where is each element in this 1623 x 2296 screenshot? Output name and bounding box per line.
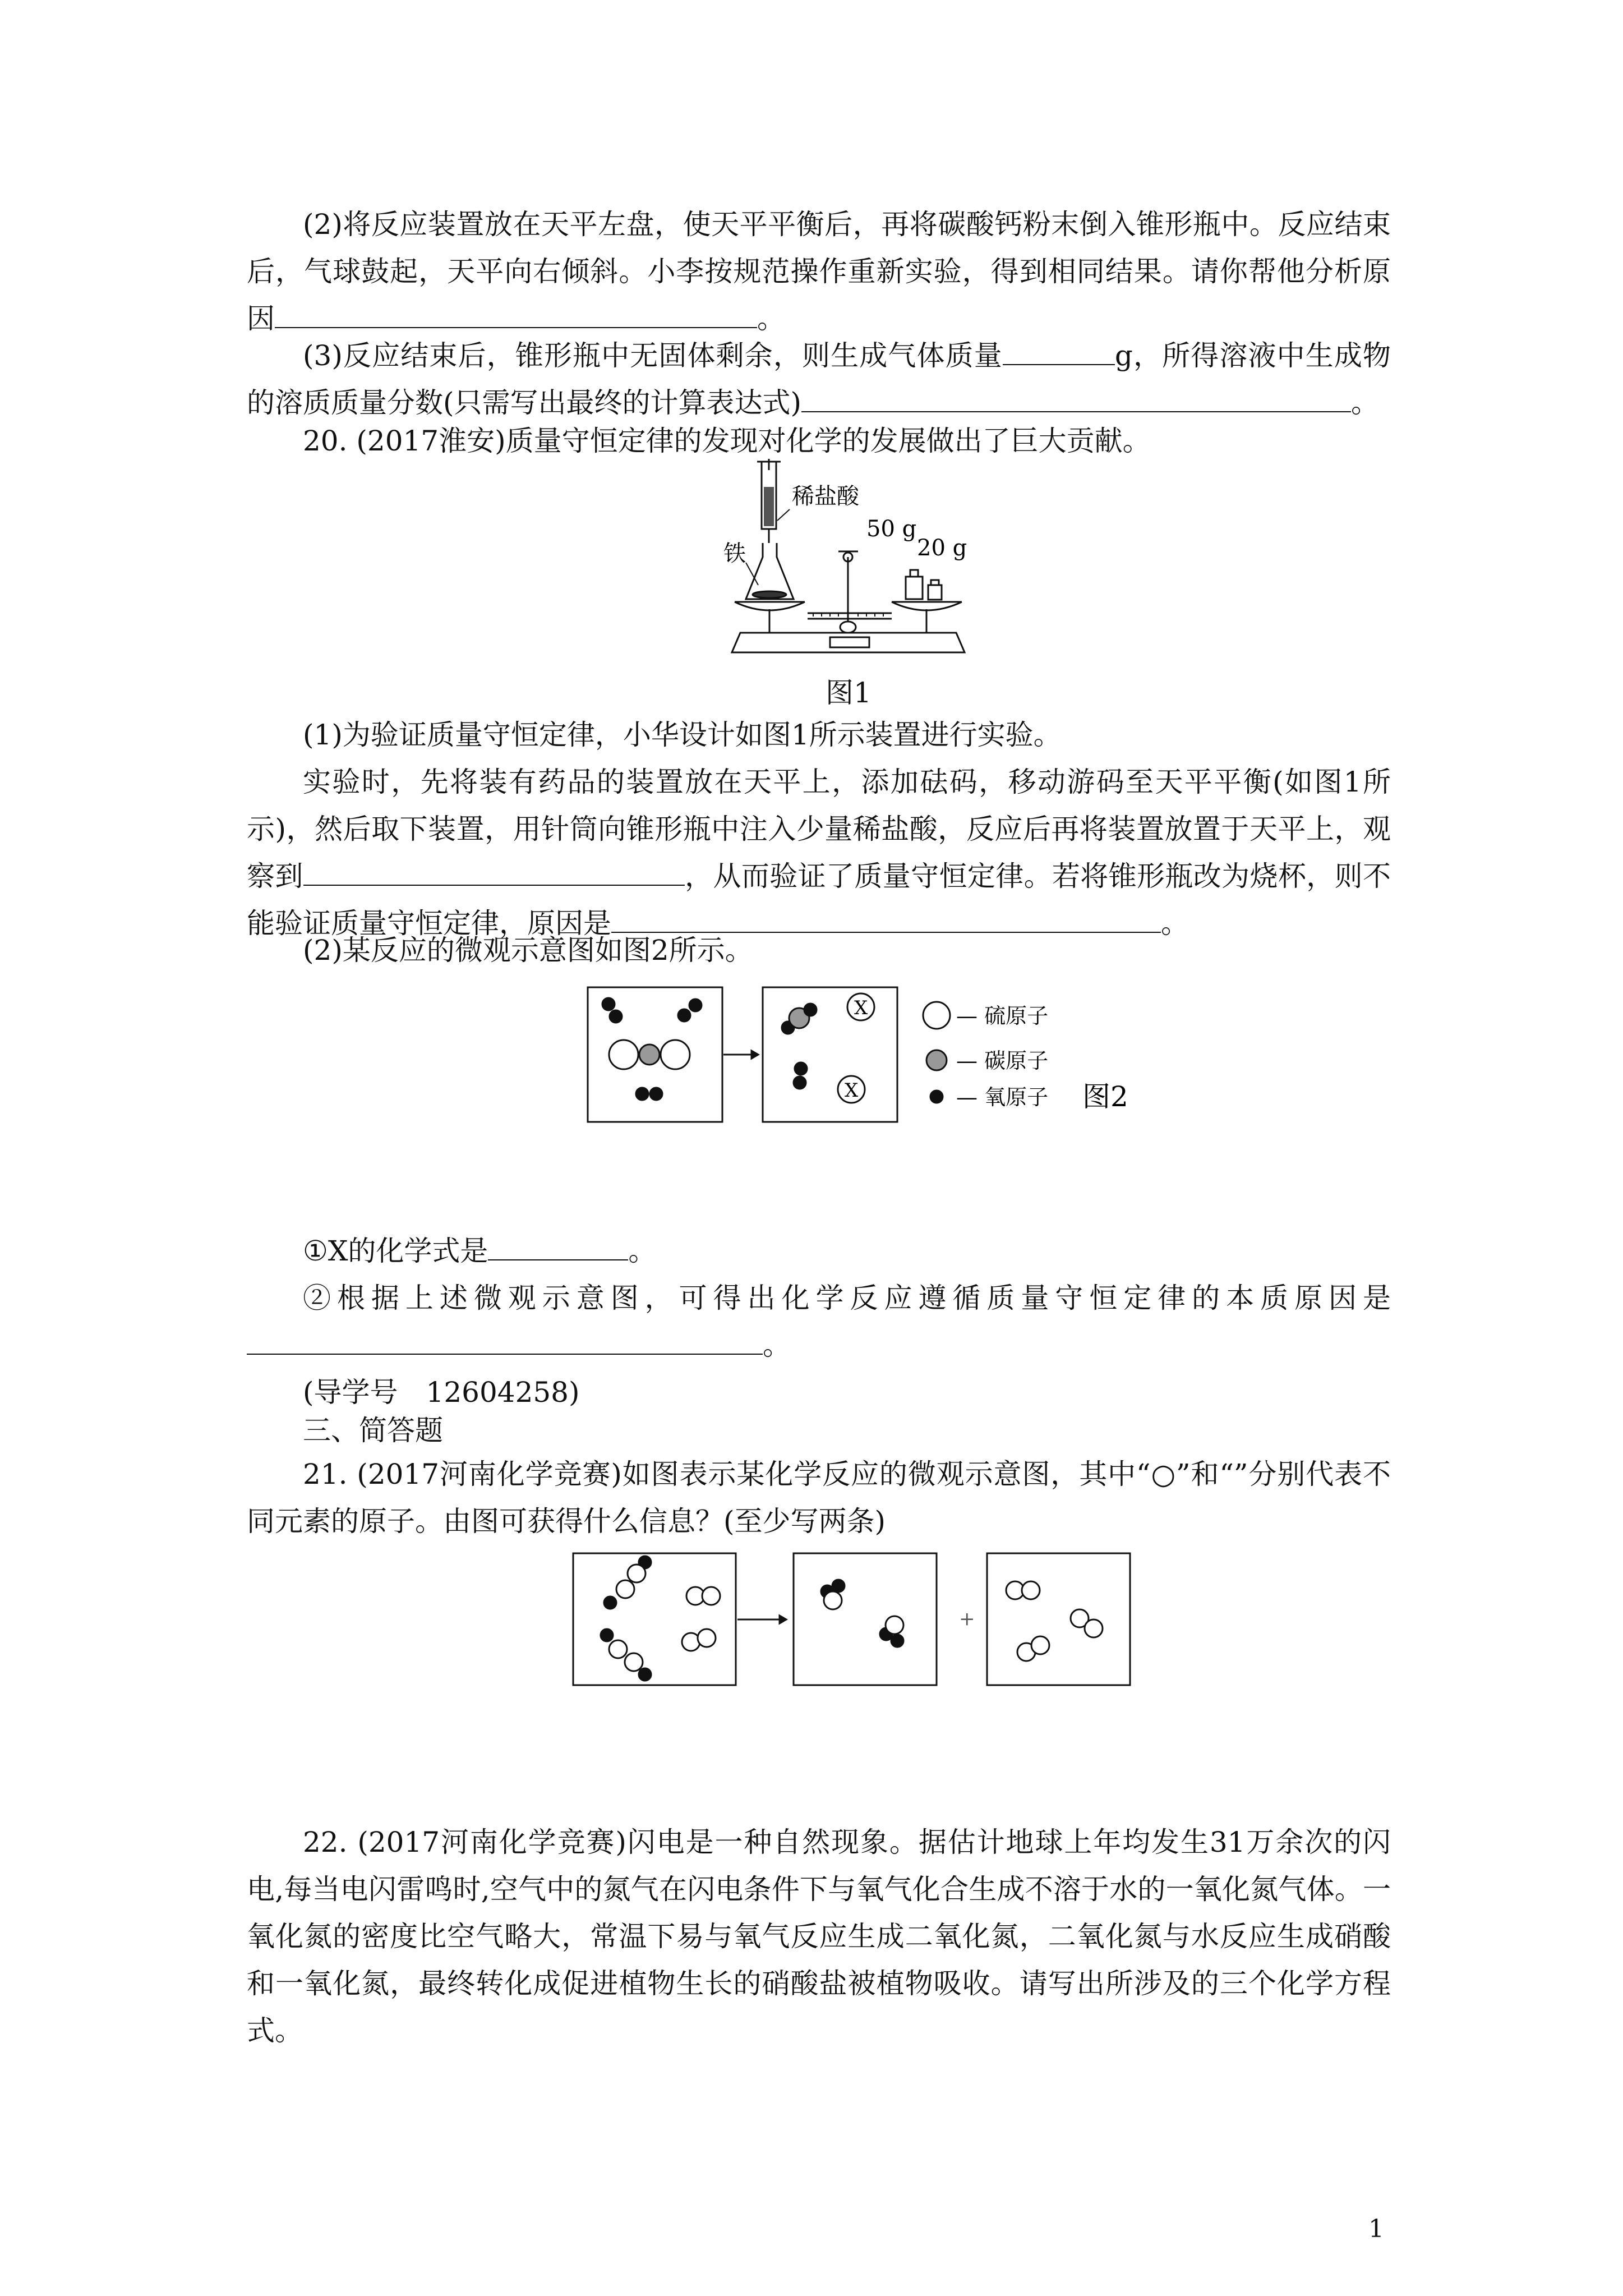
page-number: 1: [1368, 2215, 1384, 2243]
q20-sub2: ②根据上述微观示意图，可得出化学反应遵循质量守恒定律的本质原因是: [303, 1282, 1391, 1314]
answer-blank[interactable]: [275, 298, 757, 328]
q19-part2: (2)将反应装置放在天平左盘，使天平平衡后，再将碳酸钙粉末倒入锥形瓶中。反应结束后，气球鼓起，天平向右倾斜。小李按规范操作重新实验，得到相同结果。请你帮他分析原因 。: [247, 208, 1391, 335]
q20-sub2-blank: 。: [247, 1322, 1391, 1369]
q20-stem: 20. (2017淮安)质量守恒定律的发现对化学的发展做出了巨大贡献。: [303, 425, 1151, 457]
label-50g: 50 g: [866, 516, 917, 542]
answer-blank[interactable]: [801, 382, 1351, 412]
section-title: 三、简答题: [303, 1414, 443, 1447]
q20-sub1: ①X的化学式是 。: [247, 1227, 1391, 1274]
answer-blank[interactable]: [1003, 335, 1115, 365]
q20-part1-body: 实验时，先将装有药品的装置放在天平上，添加砝码，移动游码至天平平衡(如图1所示)，然后取下装置，用针筒向锥形瓶中注入少量稀盐酸，反应后再将装置放置于天平上，观察到 ，从而验证了质量守恒定律。若将锥形瓶改为烧杯，则不能验证质量守恒定律，原因是 。: [247, 766, 1391, 940]
q19-part3: (3)反应结束后，锥形瓶中无固体剩余，则生成气体质量 g，所得溶液中生成物的溶质质量分数(只需写出最终的计算表达式) 。: [247, 332, 1391, 426]
figure-1-balance: [723, 459, 981, 666]
q19-part3-text-b: g，所得溶液中生成物的溶质质量分数(只需写出最终的计算表达式): [247, 339, 1391, 419]
legend-carbon-atom: — 碳原子: [956, 1048, 1049, 1073]
answer-blank[interactable]: [303, 855, 685, 886]
figure-2-micro-reaction: [583, 982, 1144, 1128]
label-iron: 铁: [723, 541, 746, 567]
figure-2-caption: 图2: [1082, 1080, 1128, 1113]
figure-q21-micro-reaction: [572, 1551, 1133, 1691]
q20-part1-body-b: ，从而验证了质量守恒定律。若将锥形瓶改为烧杯，则不能验证质量守恒定律，原因是: [247, 860, 1391, 940]
answer-blank[interactable]: [247, 1324, 763, 1355]
answer-blank[interactable]: [488, 1230, 628, 1260]
label-dilute-hcl: 稀盐酸: [792, 484, 859, 509]
q20-part1: (1)为验证质量守恒定律，小华设计如图1所示装置进行实验。: [303, 719, 1062, 751]
x-molecule-label: X: [845, 1079, 859, 1102]
guide-number: (导学号 12604258): [303, 1376, 580, 1409]
x-molecule-label: X: [854, 997, 868, 1019]
q19-part3-text-a: (3)反应结束后，锥形瓶中无固体剩余，则生成气体质量: [303, 339, 1003, 372]
q22-text: 22. (2017河南化学竞赛)闪电是一种自然现象。据估计地球上年均发生31万余次的闪电,每当电闪雷鸣时,空气中的氮气在闪电条件下与氧气化合生成不溶于水的一氧化氮气体。一氧化氮的密度比空气略大，常温下易与氧气反应生成二氧化氮，二氧化氮与水反应生成硝酸和一氧化氮，最终转化成促进植物生长的硝酸盐被植物吸收。请写出所涉及的三个化学方程式。: [247, 1826, 1391, 2047]
plus-sign: +: [959, 1608, 975, 1630]
q20-part2: (2)某反应的微观示意图如图2所示。: [303, 934, 753, 967]
q19-part2-text: (2)将反应装置放在天平左盘，使天平平衡后，再将碳酸钙粉末倒入锥形瓶中。反应结束后，气球鼓起，天平向右倾斜。小李按规范操作重新实验，得到相同结果。请你帮他分析原因: [247, 208, 1391, 335]
label-20g: 20 g: [917, 535, 967, 561]
q21-text: 21. (2017河南化学竞赛)如图表示某化学反应的微观示意图，其中“○”和“”分别代表不同元素的原子。由图可获得什么信息？(至少写两条): [247, 1458, 1391, 1538]
legend-oxygen-atom: — 氧原子: [956, 1085, 1049, 1110]
legend-sulfur-atom: — 硫原子: [956, 1004, 1049, 1028]
figure-1-caption: 图1: [826, 677, 872, 709]
q20-part1-body-a: 实验时，先将装有药品的装置放在天平上，添加砝码，移动游码至天平平衡(如图1所示)，然后取下装置，用针筒向锥形瓶中注入少量稀盐酸，反应后再将装置放置于天平上，观察到: [247, 766, 1391, 892]
